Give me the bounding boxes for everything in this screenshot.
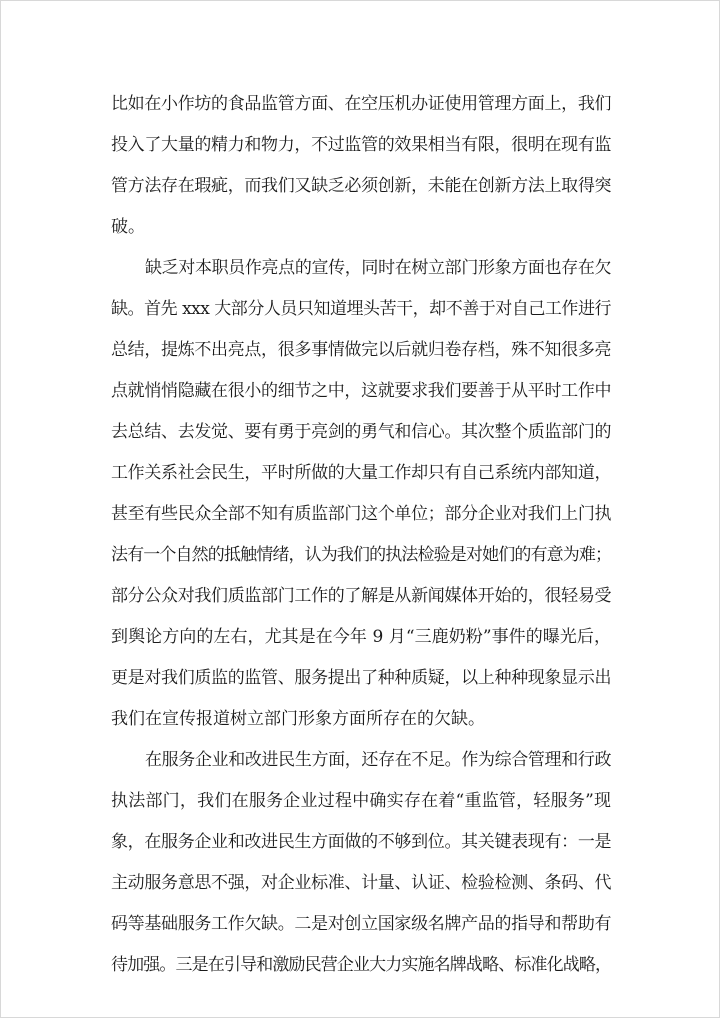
text-line: 破。 [111, 217, 145, 237]
text-line: 点就悄悄隐藏在很小的细节之中，这就要求我们要善于从平时工作中 [111, 381, 611, 401]
text-line: 码等基础服务工作欠缺。二是对创立国家级名牌产品的指导和帮助有 [111, 914, 611, 934]
text-line: 执法部门，我们在服务企业过程中确实存在着“重监管，轻服务”现 [111, 791, 611, 811]
text-line: 部分公众对我们质监部门工作的了解是从新闻媒体开始的，很轻易受 [111, 586, 611, 606]
text-line: 到舆论方向的左右，尤其是在今年 9 月“三鹿奶粉”事件的曝光后， [111, 627, 611, 647]
text-line: 比如在小作坊的食品监管方面、在空压机办证使用管理方面上，我们 [111, 94, 611, 114]
text-line: 主动服务意思不强，对企业标准、计量、认证、检验检测、条码、代 [111, 873, 611, 893]
text-line: 甚至有些民众全部不知有质监部门这个单位；部分企业对我们上门执 [111, 504, 611, 524]
text-line: 我们在宣传报道树立部门形象方面所存在的欠缺。 [111, 709, 485, 729]
text-line: 缺。首先 xxx 大部分人员只知道埋头苦干，却不善于对自己工作进行 [111, 299, 611, 319]
text-line: 工作关系社会民生，平时所做的大量工作却只有自己系统内部知道， [111, 463, 611, 483]
text-line: 缺乏对本职员作亮点的宣传，同时在树立部门形象方面也存在欠 [145, 258, 611, 278]
text-line: 在服务企业和改进民生方面，还存在不足。作为综合管理和行政 [145, 750, 611, 770]
text-line: 更是对我们质监的监管、服务提出了种种质疑，以上种种现象显示出 [111, 668, 611, 688]
text-line: 投入了大量的精力和物力，不过监管的效果相当有限，很明在现有监 [111, 135, 611, 155]
text-line: 总结，提炼不出亮点，很多事情做完以后就归卷存档，殊不知很多亮 [111, 340, 611, 360]
text-line: 法有一个自然的抵触情绪，认为我们的执法检验是对她们的有意为难； [111, 545, 611, 565]
text-line: 象，在服务企业和改进民生方面做的不够到位。其关键表现有：一是 [111, 832, 611, 852]
text-line: 待加强。三是在引导和激励民营企业大力实施名牌战略、标准化战略， [111, 955, 611, 975]
text-line: 管方法存在瑕疵，而我们又缺乏必须创新，未能在创新方法上取得突 [111, 176, 611, 196]
text-line: 去总结、去发觉、要有勇于亮剑的勇气和信心。其次整个质监部门的 [111, 422, 611, 442]
